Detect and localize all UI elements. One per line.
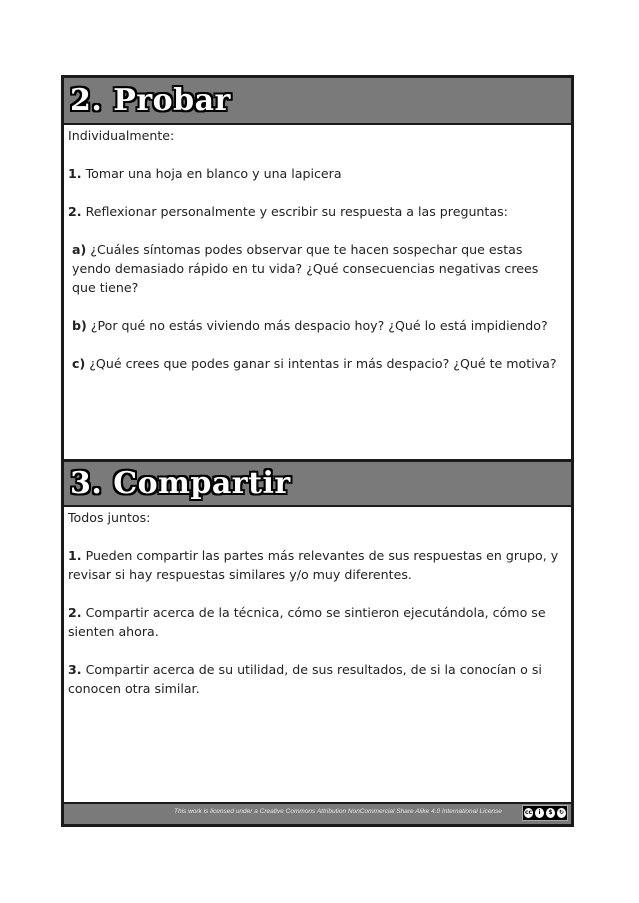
step-item [68, 660, 563, 698]
step-text: Pueden compartir las partes más relevantes de sus respuestas en grupo, y revisar si hay respuestas similares y/o muy diferentes. [68, 548, 559, 582]
question-label: a) [72, 242, 87, 257]
question-item [68, 240, 563, 297]
step-text: Tomar una hoja en blanco y una lapicera [81, 166, 342, 181]
step-number: 2. [68, 204, 82, 219]
step-text: Reflexionar personalmente y escribir su respuesta a las preguntas: [81, 204, 508, 219]
step-number: 2. [68, 605, 82, 620]
noncommercial-icon: $ [545, 807, 556, 819]
section-title: 2. Probar [70, 83, 231, 118]
step-number: 1. [68, 166, 82, 181]
question-label: c) [72, 356, 86, 371]
intro-text: Todos juntos: [68, 510, 151, 525]
step-number: 1. [68, 548, 82, 563]
question-text: ¿Qué crees que podes ganar si intentas ir más despacio? ¿Qué te motiva? [85, 356, 557, 371]
step-item [68, 164, 563, 183]
license-text[interactable]: This work is licensed under a Creative Commons Attribution NonCommercial Share Alike 4.0 International License [174, 808, 502, 815]
question-item [68, 354, 563, 373]
cc-license-badge[interactable] [522, 805, 568, 821]
question-text: ¿Por qué no estás viviendo más despacio hoy? ¿Qué lo está impidiendo? [86, 318, 548, 333]
section-body-probar [68, 126, 563, 392]
license-footer [64, 802, 571, 824]
question-label: b) [72, 318, 87, 333]
step-item [68, 546, 563, 584]
section-header-compartir [64, 459, 571, 507]
step-number: 3. [68, 662, 82, 677]
step-text: Compartir acerca de la técnica, cómo se sintieron ejecutándola, cómo se sienten ahora. [68, 605, 546, 639]
section-body-compartir [68, 508, 563, 717]
question-text: ¿Cuáles síntomas podes observar que te hacen sospechar que estas yendo demasiado rápido en tu vida? ¿Qué consecuencias negativas crees que tiene? [72, 242, 539, 295]
step-text: Compartir acerca de su utilidad, de sus resultados, de si la conocían o si conocen otra similar. [68, 662, 542, 696]
activity-card [61, 75, 574, 827]
attribution-icon: i [534, 807, 545, 819]
cc-icon: cc [523, 807, 534, 819]
intro-text: Individualmente: [68, 128, 175, 143]
step-item [68, 603, 563, 641]
section-title: 3. Compartir [70, 466, 291, 501]
question-item [68, 316, 563, 335]
section-header-probar [64, 78, 571, 125]
step-item [68, 202, 563, 221]
sharealike-icon: ↻ [556, 807, 567, 819]
